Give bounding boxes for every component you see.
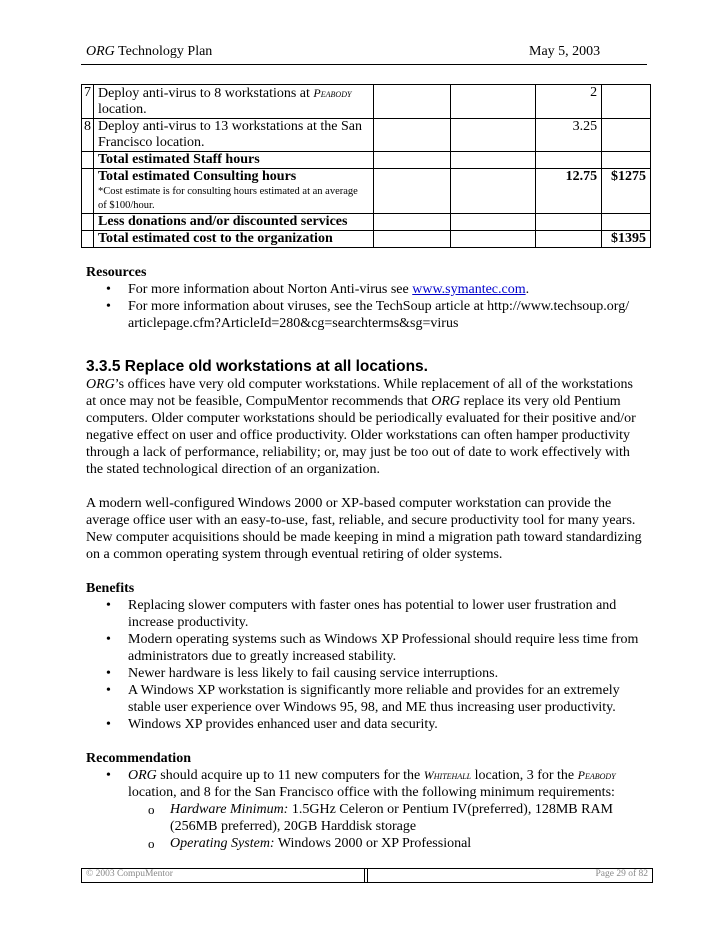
symantec-link[interactable]: www.symantec.com bbox=[412, 282, 526, 297]
list-item: • For more information about Norton Anti-virus see www.symantec.com. bbox=[128, 281, 646, 298]
table-row bbox=[82, 169, 651, 214]
list-item: • A Windows XP workstation is significantly more reliable and provides for an extremely stable user experience over Windows 95, 98, and ME thus increasing user productivity. bbox=[128, 682, 646, 716]
row-hours: 2 bbox=[535, 85, 601, 119]
footer-copyright: © 2003 CompuMentor bbox=[86, 869, 173, 879]
row-number: 7 bbox=[82, 85, 94, 119]
list-item: • Replacing slower computers with faster ones has potential to lower user frustration and increase productivity. bbox=[128, 597, 646, 631]
table-row bbox=[82, 231, 651, 248]
benefits-heading: Benefits bbox=[86, 581, 135, 596]
section-paragraph-2: A modern well-configured Windows 2000 or XP-based computer workstation can provide the average office user with an easy-to-use, fast, reliable, and secure productivity tool for many years. New computer acquisitions should be made keeping in mind a migration path toward standardizing on a common operating system through eventual retiring of older systems. bbox=[86, 496, 642, 562]
requirements-list bbox=[128, 801, 646, 852]
list-item: o Hardware Minimum: 1.5GHz Celeron or Pentium IV(preferred), 128MB RAM (256MB preferred), 20GB Harddisk storage bbox=[170, 801, 646, 835]
list-item: • ORG should acquire up to 11 new computers for the Whitehall location, 3 for the Peabody location, and 8 for the San Francisco office with the following minimum requirements: o Hardware Minimum: 1.5GHz Celeron or Pentium IV(preferred), 128MB RAM (256MB preferred), 20GB Harddisk storage o Operating System: Windows 2000 or XP Professional bbox=[128, 767, 646, 852]
header-date: May 5, 2003 bbox=[529, 44, 601, 59]
row-description: Deploy anti-virus to 13 workstations at the San Francisco location. bbox=[94, 119, 374, 152]
recommendation-heading: Recommendation bbox=[86, 751, 191, 766]
total-cost-label: Total estimated cost to the organization bbox=[94, 231, 374, 248]
header-title: ORG Technology Plan bbox=[86, 44, 213, 59]
cost-table bbox=[81, 84, 651, 248]
recommendation-list bbox=[86, 767, 646, 852]
consulting-cost-value: $1275 bbox=[602, 169, 651, 214]
list-item: • Modern operating systems such as Windows XP Professional should require less time from administrators due to greatly increased stability. bbox=[128, 631, 646, 665]
list-item: • Newer hardware is less likely to fail causing service interruptions. bbox=[128, 665, 646, 682]
total-cost-value: $1395 bbox=[602, 231, 651, 248]
footer-page-number: Page 29 of 82 bbox=[595, 869, 648, 879]
consulting-note: *Cost estimate is for consulting hours estimated at an average of $100/hour. bbox=[98, 186, 358, 211]
table-row bbox=[82, 119, 651, 152]
table-row bbox=[82, 214, 651, 231]
header-rule bbox=[81, 64, 647, 65]
table-row bbox=[82, 85, 651, 119]
table-row bbox=[82, 152, 651, 169]
page-footer bbox=[81, 868, 653, 883]
list-item: • For more information about viruses, see the TechSoup article at http://www.techsoup.org/ articlepage.cfm?ArticleId=280&cg=searchterms&sg=virus bbox=[128, 298, 646, 332]
row-hours: 3.25 bbox=[535, 119, 601, 152]
section-paragraph-1: ORG’s offices have very old computer workstations. While replacement of all of the workstations at once may not be feasible, CompuMentor recommends that ORG replace its very old Pentium computers. Older computer workstations should be periodically evaluated for their positive and/or negative effect on user and office productivity. Older workstations can often hamper productivity through a lack of performance, reliability; or, may just be too out of date to work effectively with the stated technological direction of an organization. bbox=[86, 377, 636, 477]
resources-heading: Resources bbox=[86, 265, 147, 280]
row-cost bbox=[602, 119, 651, 152]
row-cost bbox=[602, 85, 651, 119]
list-item: o Operating System: Windows 2000 or XP Professional bbox=[170, 835, 646, 852]
consulting-hours-value: 12.75 bbox=[535, 169, 601, 214]
donations-label: Less donations and/or discounted services bbox=[94, 214, 374, 231]
footer-divider bbox=[364, 869, 365, 882]
list-item: • Windows XP provides enhanced user and data security. bbox=[128, 716, 646, 733]
section-title: 3.3.5 Replace old workstations at all locations. bbox=[86, 358, 428, 375]
row-number: 8 bbox=[82, 119, 94, 152]
staff-hours-label: Total estimated Staff hours bbox=[94, 152, 374, 169]
row-description: Deploy anti-virus to 8 workstations at Peabody location. bbox=[94, 85, 374, 119]
page-content bbox=[86, 264, 646, 852]
consulting-hours-label: Total estimated Consulting hours *Cost estimate is for consulting hours estimated at an average of $100/hour. bbox=[94, 169, 374, 214]
page-header bbox=[86, 44, 646, 60]
benefits-list bbox=[86, 597, 646, 733]
resources-list bbox=[86, 281, 646, 332]
footer-divider bbox=[367, 869, 368, 882]
